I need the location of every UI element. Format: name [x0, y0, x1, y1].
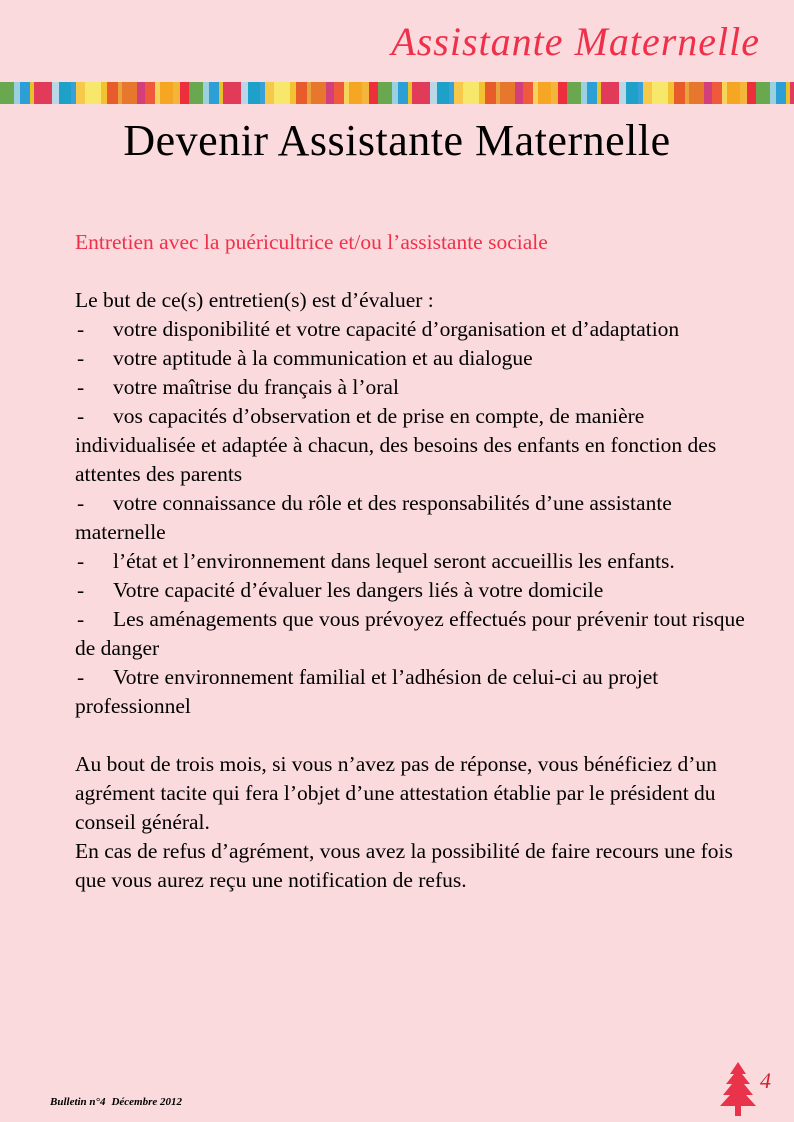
- stripe-segment: [209, 82, 219, 104]
- stripe-segment: [558, 82, 567, 104]
- stripe-segment: [296, 82, 307, 104]
- stripe-segment: [500, 82, 515, 104]
- section-subtitle: Entretien avec la puéricultrice et/ou l’assistante sociale: [75, 230, 548, 254]
- list-marker: -: [77, 578, 85, 602]
- criteria-item: - votre aptitude à la communication et au dialogue: [75, 344, 745, 373]
- stripe-segment: [122, 82, 137, 104]
- list-marker: -: [77, 491, 85, 515]
- stripe-segment: [173, 82, 180, 104]
- stripe-segment: [34, 82, 52, 104]
- stripe-segment: [52, 82, 59, 104]
- stripe-segment: [0, 82, 14, 104]
- criteria-item: - votre connaissance du rôle et des responsabilités d’une assistante maternelle: [75, 491, 672, 544]
- section-intro: Le but de ce(s) entretien(s) est d’évaluer :: [75, 288, 434, 312]
- stripe-segment: [712, 82, 722, 104]
- list-marker: -: [77, 607, 85, 631]
- stripe-segment: [274, 82, 290, 104]
- stripe-segment: [704, 82, 712, 104]
- stripe-segment: [587, 82, 597, 104]
- stripe-segment: [362, 82, 369, 104]
- stripe-segment: [727, 82, 740, 104]
- list-marker: -: [77, 317, 85, 341]
- stripe-segment: [160, 82, 173, 104]
- main-content: [75, 228, 745, 895]
- stripe-segment: [430, 82, 437, 104]
- criteria-item: - Votre environnement familial et l’adhésion de celui-ci au projet professionnel: [75, 665, 659, 718]
- stripe-segment: [551, 82, 558, 104]
- bulletin-date: Décembre 2012: [111, 1096, 183, 1108]
- stripe-segment: [180, 82, 189, 104]
- stripe-segment: [145, 82, 155, 104]
- stripe-segment: [107, 82, 118, 104]
- stripe-segment: [437, 82, 449, 104]
- criteria-item: - votre disponibilité et votre capacité d’organisation et d’adaptation: [75, 315, 745, 344]
- criteria-list: [75, 315, 745, 721]
- stripe-segment: [601, 82, 619, 104]
- header-title: Assistante Maternelle: [391, 19, 760, 64]
- stripe-segment: [643, 82, 652, 104]
- stripe-segment: [334, 82, 344, 104]
- stripe-segment: [454, 82, 463, 104]
- list-marker: -: [77, 346, 85, 370]
- stripe-segment: [567, 82, 581, 104]
- list-marker: -: [77, 375, 85, 399]
- stripe-segment: [223, 82, 241, 104]
- stripe-segment: [747, 82, 756, 104]
- criteria-item: - l’état et l’environnement dans lequel seront accueillis les enfants.: [75, 547, 745, 576]
- stripe-segment: [76, 82, 85, 104]
- stripe-segment: [378, 82, 392, 104]
- list-marker: -: [77, 404, 85, 428]
- stripe-segment: [790, 82, 794, 104]
- stripe-segment: [241, 82, 248, 104]
- stripe-segment: [265, 82, 274, 104]
- stripe-segment: [740, 82, 747, 104]
- stripe-segment: [652, 82, 668, 104]
- bulletin-number: Bulletin n°4: [50, 1096, 106, 1108]
- stripe-segment: [412, 82, 430, 104]
- stripe-segment: [523, 82, 533, 104]
- stripe-segment: [756, 82, 770, 104]
- stripe-segment: [619, 82, 626, 104]
- stripe-segment: [776, 82, 786, 104]
- stripe-segment: [626, 82, 638, 104]
- criteria-item: - vos capacités d’observation et de prise en compte, de manière individualisée et adaptée à chacun, des besoins des enfants en fonction des attentes des parents: [75, 404, 717, 486]
- stripe-segment: [538, 82, 551, 104]
- stripe-segment: [248, 82, 260, 104]
- stripe-segment: [463, 82, 479, 104]
- tree-icon: [718, 1060, 758, 1118]
- stripe-segment: [349, 82, 362, 104]
- stripe-segment: [689, 82, 704, 104]
- criteria-item: - Votre capacité d’évaluer les dangers liés à votre domicile: [75, 576, 745, 605]
- stripe-segment: [20, 82, 30, 104]
- stripe-segment: [85, 82, 101, 104]
- stripe-segment: [515, 82, 523, 104]
- footer-bulletin-info: [50, 1096, 182, 1108]
- criteria-item: - Les aménagements que vous prévoyez effectués pour prévenir tout risque de danger: [75, 607, 745, 660]
- stripe-segment: [311, 82, 326, 104]
- stripe-segment: [369, 82, 378, 104]
- list-marker: -: [77, 665, 85, 689]
- stripe-segment: [485, 82, 496, 104]
- page-number: 4: [760, 1068, 771, 1093]
- stripe-segment: [326, 82, 334, 104]
- stripe-segment: [189, 82, 203, 104]
- page-title: Devenir Assistante Maternelle: [123, 116, 671, 165]
- stripe-segment: [59, 82, 71, 104]
- criteria-item: - votre maîtrise du français à l’oral: [75, 373, 745, 402]
- stripe-segment: [137, 82, 145, 104]
- stripe-segment: [674, 82, 685, 104]
- paragraph-refusal-appeal: En cas de refus d’agrément, vous avez la possibilité de faire recours une fois que vous aurez reçu une notification de refus.: [75, 839, 733, 892]
- decorative-color-stripe: [0, 82, 794, 104]
- paragraph-tacit-approval: Au bout de trois mois, si vous n’avez pas de réponse, vous bénéficiez d’un agrément tacite qui fera l’objet d’une attestation établie par le président du conseil général.: [75, 752, 717, 834]
- stripe-segment: [398, 82, 408, 104]
- list-marker: -: [77, 549, 85, 573]
